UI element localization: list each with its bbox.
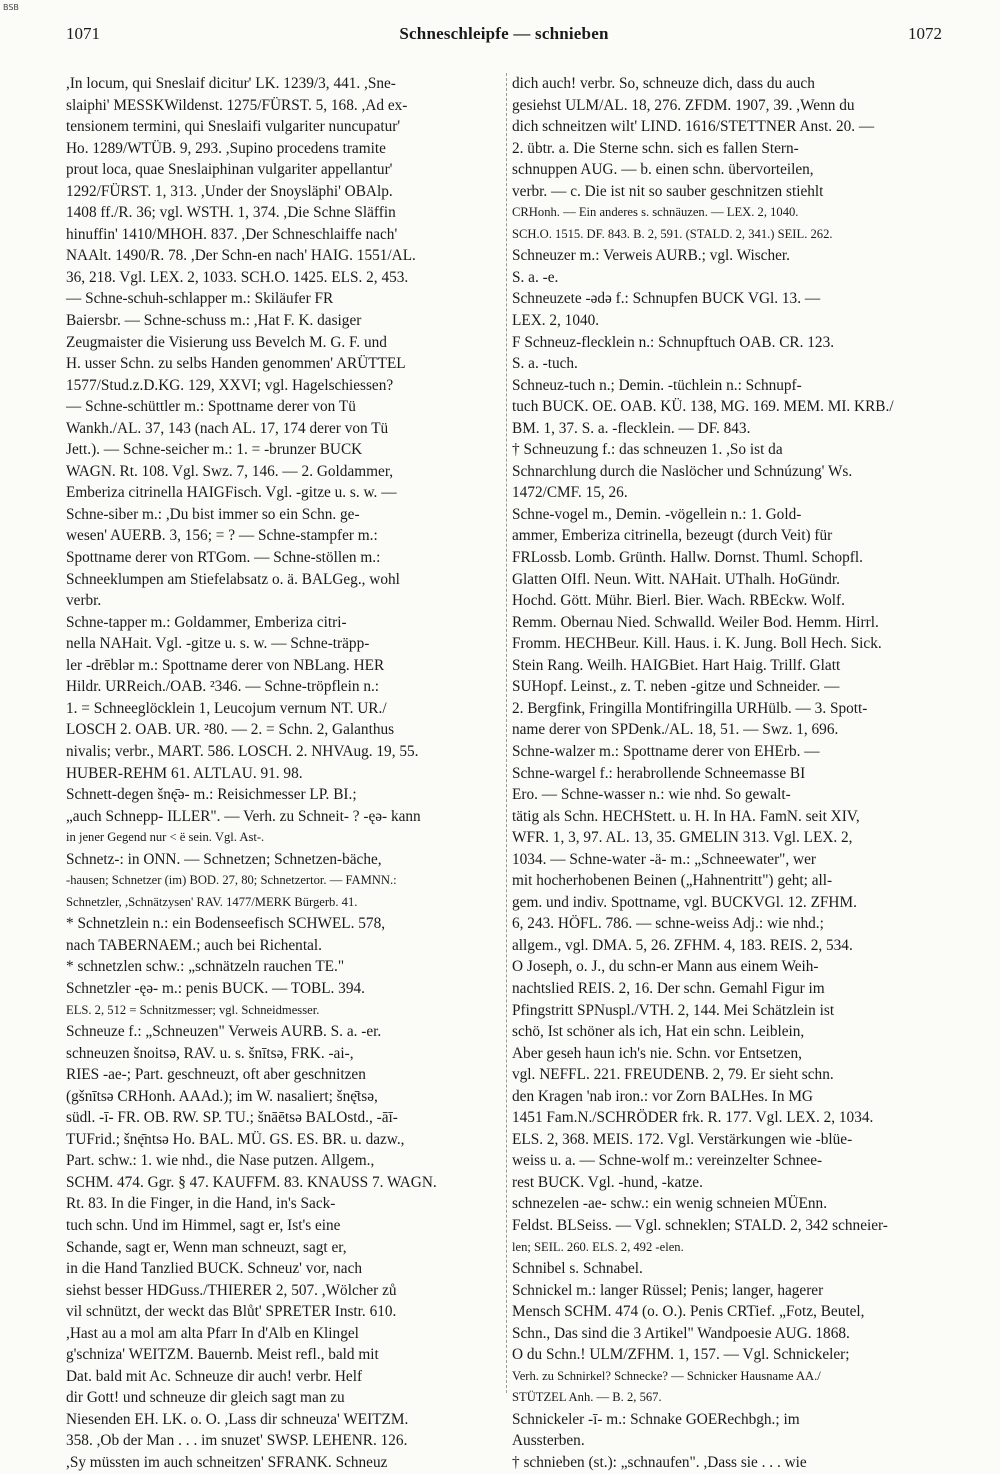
column-divider xyxy=(506,73,507,1393)
text-line: ,Sy müssten im auch schneitzen' SFRANK. Schneuz xyxy=(66,1454,388,1471)
text-line: Schande, sagt er, Wenn man schneuzt, sagt er, xyxy=(66,1238,347,1256)
text-line: † Schneuzung f.: das schneuzen 1. ,So ist da xyxy=(512,441,783,459)
text-line: in die Hand Tanzlied BUCK. Schneuz' vor, nach xyxy=(66,1260,363,1278)
text-line: schnuppen AUG. — b. einen schn. übervorteilen, xyxy=(512,161,814,179)
text-line: verbr. — c. Die ist nit so sauber geschnitzen stiehlt xyxy=(512,182,824,200)
text-line: * Schnetzlein n.: ein Bodenseefisch SCHWEL. 578, xyxy=(66,915,386,933)
text-line: Ho. 1289/WTÜB. 9, 293. ,Supino procedens tramite xyxy=(66,139,386,157)
text-line: schnezelen -ae- schw.: ein wenig schneien MÜEnn. xyxy=(512,1195,828,1213)
page-number-left: 1071 xyxy=(66,24,100,43)
text-line: NAAlt. 1490/R. 78. ,Der Schn-en nach' HAIG. 1551/AL. xyxy=(66,247,416,265)
text-line: nella NAHait. Vgl. -gitze u. s. w. — Schne-träpp- xyxy=(66,635,370,653)
text-line: tensionem termini, qui Sneslaifi vulgariter nuncupatur' xyxy=(66,118,401,136)
text-line: verbr. xyxy=(66,592,102,610)
text-line: Schne-tapper m.: Goldammer, Emberiza citri- xyxy=(66,613,347,631)
text-line: wesen' AUERB. 3, 156; = ? — Schne-stampfer m.: xyxy=(66,527,378,545)
text-line: schö, Ist schöner als ich, Hat ein schn. Leiblein, xyxy=(512,1023,805,1041)
text-line: allgem., vgl. DMA. 5, 26. ZFHM. 4, 183. REIS. 2, 534. xyxy=(512,936,853,954)
text-line: ammer, Emberiza citrinella, bezeugt (durch Veit) für xyxy=(512,527,833,545)
text-line: tuch schn. Und im Himmel, sagt er, Ist's eine xyxy=(66,1216,341,1234)
text-line: Schneuz-tuch n.; Demin. -tüchlein n.: Schnupf- xyxy=(512,376,802,394)
text-line: tuch BUCK. OE. OAB. KÜ. 138, MG. 169. MEM. MI. KRB./ xyxy=(512,398,894,416)
text-line: Schneeklumpen am Stiefelabsatz o. ä. BALGeg., wohl xyxy=(66,570,400,588)
text-line: Stein Rang. Weilh. HAIGBiet. Hart Haig. Trillf. Glatt xyxy=(512,656,841,674)
text-line: Baiersbr. — Schne-schuss m.: ,Hat F. K. dasiger xyxy=(66,312,362,330)
text-line: Schnetzler -ęə- m.: penis BUCK. — TOBL. 394. xyxy=(66,979,365,997)
text-line: BM. 1, 37. S. a. -flecklein. — DF. 843. xyxy=(512,419,751,437)
text-line: SCH.O. 1515. DF. 843. B. 2, 591. (STALD. 2, 341.) SEIL. 262. xyxy=(512,226,833,241)
text-line: mit hocherhobenen Beinen („Hahnentritt") geht; all- xyxy=(512,872,833,890)
text-line: O du Schn.! ULM/ZFHM. 1, 157. — Vgl. Schnickeler; xyxy=(512,1346,850,1364)
text-line: Hildr. URReich./OAB. ²346. — Schne-tröpflein n.: xyxy=(66,678,380,696)
text-line: Schneuze f.: „Schneuzen" Verweis AURB. S. a. -er. xyxy=(66,1023,382,1041)
left-column xyxy=(66,73,502,1471)
text-line: rest BUCK. Vgl. -hund, -katze. xyxy=(512,1173,703,1191)
text-line: 36, 218. Vgl. LEX. 2, 1033. SCH.O. 1425. ELS. 2, 453. xyxy=(66,268,409,286)
text-line: Schnibel s. Schnabel. xyxy=(512,1260,643,1278)
text-line: Schne-vogel m., Demin. -vögellein n.: 1. Gold- xyxy=(512,505,802,523)
text-line: Schne-walzer m.: Spottname derer von EHErb. — xyxy=(512,742,820,760)
text-line: Zeugmaister die Visierung uss Bevelch M. G. F. und xyxy=(66,333,387,351)
text-line: schneuzen šnoitsə, RAV. u. s. šnītsə, FRK. -ai-, xyxy=(66,1044,354,1062)
page-title: Schneschleipfe — schnieben xyxy=(399,24,609,43)
text-line: Hochd. Gött. Mühr. Bierl. Bier. Wach. RBEckw. Wolf. xyxy=(512,592,845,610)
text-line: — Schne-schuh-schlapper m.: Skiläufer FR xyxy=(66,290,334,308)
text-line: Niesenden EH. LK. o. O. ,Lass dir schneuza' WEITZM. xyxy=(66,1410,409,1428)
text-line: LOSCH 2. OAB. UR. ²80. — 2. = Schn. 2, Galanthus xyxy=(66,721,395,739)
text-line: tätig als Schn. HECHStett. u. H. In HA. FamN. seit XIV, xyxy=(512,807,860,825)
text-line: Pfingstritt SPNuspl./VTH. 2, 144. Mei Schätzlein ist xyxy=(512,1001,835,1019)
text-line: Feldst. BLSeiss. — Vgl. schneklen; STALD. 2, 342 schneier- xyxy=(512,1216,888,1234)
text-line: ler -drēblər m.: Spottname derer von NBLang. HER xyxy=(66,656,385,674)
text-line: Schnett-degen šnę̄ə- m.: Reisichmesser LP. BI.; xyxy=(66,786,357,804)
text-line: H. usser Schn. zu selbs Handen genommen' ARÜTTEL xyxy=(66,355,406,373)
text-line: WAGN. Rt. 108. Vgl. Swz. 7, 146. — 2. Goldammer, xyxy=(66,462,394,480)
text-line: 1577/Stud.z.D.KG. 129, XXVI; vgl. Hagelschiessen? xyxy=(66,376,394,394)
text-line: 2. Bergfink, Fringilla Montifringilla URHülb. — 3. Spott- xyxy=(512,699,868,717)
text-line: TUFrid.; šnę̄ntsə Ho. BAL. MÜ. GS. ES. BR. u. dazw., xyxy=(66,1130,405,1148)
text-line: CRHonh. — Ein anderes s. schnäuzen. — LEX. 2, 1040. xyxy=(512,205,799,220)
text-line: 1472/CMF. 15, 26. xyxy=(512,484,628,502)
text-line: SUHopf. Leinst., z. T. neben -gitze und Schneider. — xyxy=(512,678,840,696)
text-line: 1451 Fam.N./SCHRÖDER frk. R. 177. Vgl. LEX. 2, 1034. xyxy=(512,1109,874,1127)
text-line: den Kragen 'nab iron.: vor Zorn BALHes. In MG xyxy=(512,1087,813,1105)
text-line: nach TABERNAEM.; auch bei Richental. xyxy=(66,936,322,954)
text-line: Schneuzete -ədə f.: Schnupfen BUCK VGl. 13. — xyxy=(512,290,821,308)
text-line: nivalis; verbr., MART. 586. LOSCH. 2. NHVAug. 19, 55. xyxy=(66,742,419,760)
text-line: slaiphi' MESSKWildenst. 1275/FÜRST. 5, 168. ,Ad ex- xyxy=(66,96,408,114)
text-line: ,Hast au a mol am alta Pfarr In d'Alb en Klingel xyxy=(66,1324,359,1342)
text-line: Rt. 83. In die Finger, in die Hand, in's Sack- xyxy=(66,1195,336,1213)
text-line: Glatten OIfl. Neun. Witt. NAHait. UThalh. HoGündr. xyxy=(512,570,840,588)
text-line: Schne-siber m.: ,Du bist immer so ein Schn. ge- xyxy=(66,505,360,523)
text-line: Fromm. HECHBeur. Kill. Haus. i. K. Jung. Boll Hech. Sick. xyxy=(512,635,882,653)
text-line: -hausen; Schnetzer (im) BOD. 27, 80; Schnetzertor. — FAMNN.: xyxy=(66,873,397,888)
text-line: S. a. -tuch. xyxy=(512,355,578,373)
text-line: FRLossb. Lomb. Grünth. Hallw. Dornst. Thuml. Schopfl. xyxy=(512,549,863,567)
text-line: HUBER-REHM 61. ALTLAU. 91. 98. xyxy=(66,764,303,782)
text-line: Part. schw.: 1. wie nhd., die Nase putzen. Allgem., xyxy=(66,1152,375,1170)
text-line: 1292/FÜRST. 1, 313. ,Under der Snoysläphi' OBAlp. xyxy=(66,182,393,200)
text-line: Schnarchlung durch die Naslöcher und Schnúzung' Ws. xyxy=(512,462,853,480)
text-line: hinuffin' 1410/MHOH. 837. ,Der Schneschlaiffe nach' xyxy=(66,225,398,243)
text-line: Mensch SCHM. 474 (o. O.). Penis CRTief. „Fotz, Beutel, xyxy=(512,1303,865,1321)
text-line: siehst besser HDGuss./THIERER 2, 507. ,Wölcher zů xyxy=(66,1281,397,1299)
right-column xyxy=(512,73,942,1471)
text-line: LEX. 2, 1040. xyxy=(512,312,600,330)
text-line: RIES -ae-; Part. geschneuzt, oft aber geschnitzen xyxy=(66,1066,366,1084)
text-line: 358. ,Ob der Man . . . im snuzet' SWSP. LEHENR. 126. xyxy=(66,1432,408,1450)
text-line: Schne-wargel f.: herabrollende Schneemasse BI xyxy=(512,764,806,782)
text-line: * schnetzlen schw.: „schnätzeln rauchen TE." xyxy=(66,958,345,976)
text-line: Spottname derer von RTGom. — Schne-stöllen m.: xyxy=(66,549,381,567)
text-line: F Schneuz-flecklein n.: Schnupftuch OAB. CR. 123. xyxy=(512,333,835,351)
text-line: Schn., Das sind die 3 Artikel" Wandpoesie AUG. 1868. xyxy=(512,1324,850,1342)
text-line: Verh. zu Schnirkel? Schnecke? — Schnicker Hausname AA./ xyxy=(512,1368,821,1383)
text-line: SCHM. 474. Ggr. § 47. KAUFFM. 83. KNAUSS 7. WAGN. xyxy=(66,1173,437,1191)
library-stamp: BSB xyxy=(3,3,19,12)
text-line: ,In locum, qui Sneslaif dicitur' LK. 1239/3, 441. ,Sne- xyxy=(66,75,396,92)
page-number-right: 1072 xyxy=(908,24,942,43)
text-line: „auch Schnepp- ILLER". — Verh. zu Schneit- ? -ęə- kann xyxy=(66,807,421,825)
text-line: nachtslied REIS. 2, 16. Der schn. Gemahl Figur im xyxy=(512,979,825,997)
text-line: vil schnützt, der weckt das Blůt' SPRETER Instr. 610. xyxy=(66,1303,397,1321)
text-line: Wankh./AL. 37, 143 (nach AL. 17, 174 derer von Tü xyxy=(66,419,389,437)
text-line: 1. = Schneeglöcklein 1, Leucojum vernum NT. UR./ xyxy=(66,699,387,717)
text-line: dich schneitzen wilt' LIND. 1616/STETTNER Anst. 20. — xyxy=(512,118,875,136)
text-line: gesiehst ULM/AL. 18, 276. ZFDM. 1907, 39. ,Wenn du xyxy=(512,96,855,114)
text-line: Aber geseh haun ich's nie. Schn. vor Entsetzen, xyxy=(512,1044,802,1062)
text-line: ELS. 2, 512 = Schnitzmesser; vgl. Schneidmesser. xyxy=(66,1002,320,1017)
text-line: STÜTZEL Anh. — B. 2, 567. xyxy=(512,1390,662,1405)
text-line: Schnickel m.: langer Rüssel; Penis; langer, hagerer xyxy=(512,1281,824,1299)
text-line: in jener Gegend nur < ë sein. Vgl. Ast-. xyxy=(66,830,265,845)
text-line: Schnetz-: in ONN. — Schnetzen; Schnetzen-bäche, xyxy=(66,850,382,868)
text-line: WFR. 1, 3, 97. AL. 13, 35. GMELIN 313. Vgl. LEX. 2, xyxy=(512,829,853,847)
text-line: weiss u. a. — Schne-wolf m.: vereinzelter Schnee- xyxy=(512,1152,823,1170)
text-line: — Schne-schüttler m.: Spottname derer von Tü xyxy=(66,398,356,416)
page-header xyxy=(66,24,942,48)
text-line: Ero. — Schne-wasser n.: wie nhd. So gewalt- xyxy=(512,786,791,804)
text-line: 6, 243. HÖFL. 786. — schne-weiss Adj.: wie nhd.; xyxy=(512,915,824,933)
text-line: Schnickeler -ī- m.: Schnake GOERechbgh.; im xyxy=(512,1410,800,1428)
text-line: 2. übtr. a. Die Sterne schn. sich es fallen Stern- xyxy=(512,139,799,157)
text-line: O Joseph, o. J., du schn-er Mann aus einem Weih- xyxy=(512,958,819,976)
text-line: südl. -ī- FR. OB. RW. SP. TU.; šnāētsə BALOstd., -āī- xyxy=(66,1109,398,1127)
text-line: 1408 ff./R. 36; vgl. WSTH. 1, 374. ,Die Schne Släffin xyxy=(66,204,396,222)
text-line: Dat. bald mit Ac. Schneuze dir auch! verbr. Helf xyxy=(66,1367,363,1385)
text-line: prout loca, quae Sneslaiphinan vulgariter appellantur' xyxy=(66,161,393,179)
text-line: Schneuzer m.: Verweis AURB.; vgl. Wischer. xyxy=(512,247,790,265)
text-line: len; SEIL. 260. ELS. 2, 492 -elen. xyxy=(512,1239,684,1254)
text-line: name derer von SPDenk./AL. 18, 51. — Swz. 1, 696. xyxy=(512,721,839,739)
text-line: vgl. NEFFL. 221. FREUDENB. 2, 79. Er sieht schn. xyxy=(512,1066,834,1084)
text-line: S. a. -e. xyxy=(512,268,559,286)
text-line: dir Gott! und schneuze dir gleich sagt man zu xyxy=(66,1389,345,1407)
text-line: 1034. — Schne-water -ä- m.: „Schneewater", wer xyxy=(512,850,816,868)
text-line: Remm. Obernau Nied. Schwalld. Weiler Bod. Hemm. Hirrl. xyxy=(512,613,879,631)
text-line: ELS. 2, 368. MEIS. 172. Vgl. Verstärkungen wie -blüe- xyxy=(512,1130,853,1148)
text-line: Emberiza citrinella HAIGFisch. Vgl. -gitze u. s. w. — xyxy=(66,484,397,502)
text-line: Jett.). — Schne-seicher m.: 1. = -brunzer BUCK xyxy=(66,441,363,459)
text-line: (gšnītsə CRHonh. AAAd.); im W. nasaliert; šnę̄tsə, xyxy=(66,1087,378,1105)
text-line: g'schniza' WEITZM. Bauernb. Meist refl., bald mit xyxy=(66,1346,379,1364)
text-line: gem. und indiv. Spottname, vgl. BUCKVGl. 12. ZFHM. xyxy=(512,893,857,911)
text-line: † schnieben (st.): „schnaufen". ,Dass sie . . . wie xyxy=(512,1454,807,1471)
text-line: dich auch! verbr. So, schneuze dich, dass du auch xyxy=(512,75,815,92)
text-line: Aussterben. xyxy=(512,1432,585,1450)
text-line: Schnetzler, ,Schnätzysen' RAV. 1477/MERK Bürgerb. 41. xyxy=(66,894,358,909)
